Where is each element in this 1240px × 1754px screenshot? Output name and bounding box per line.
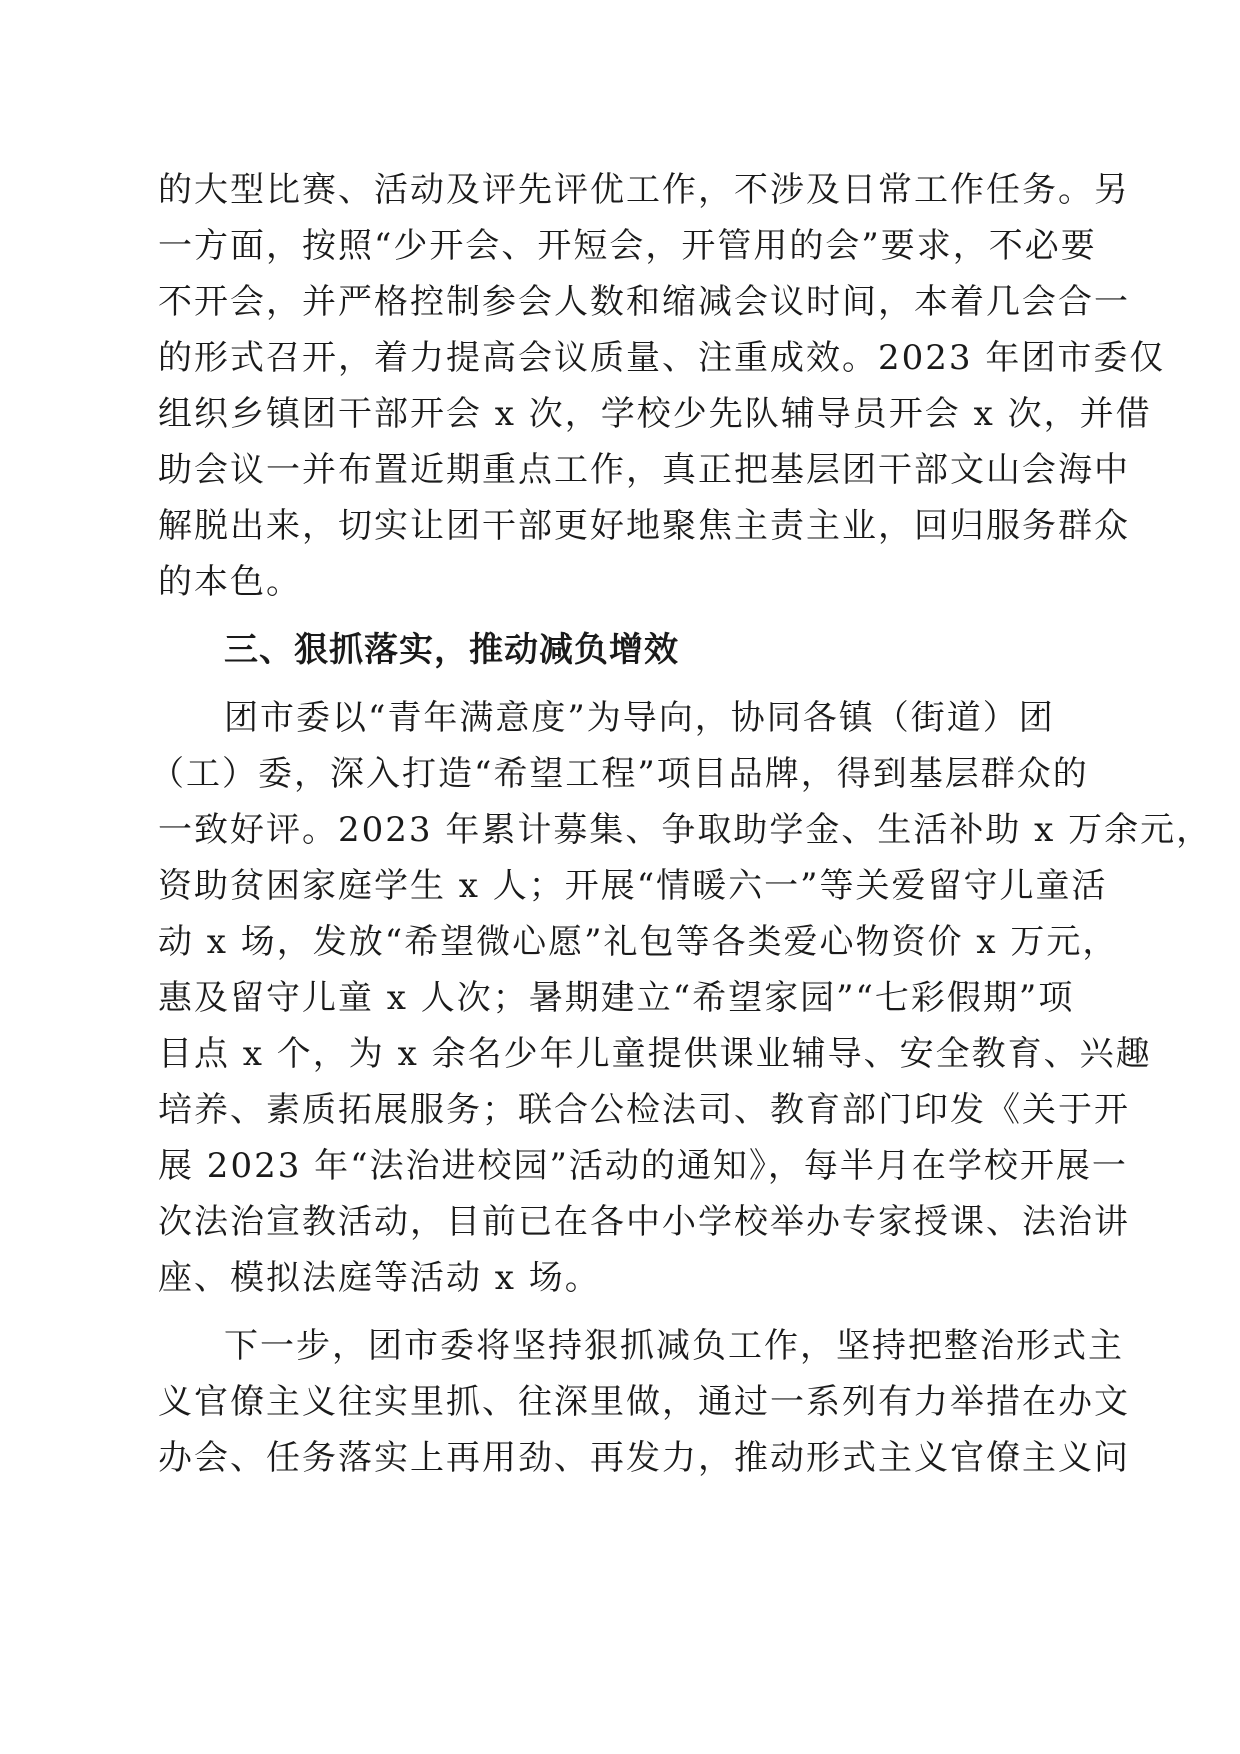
- section-heading-3: 三、狠抓落实，推动减负增效: [224, 630, 679, 670]
- paragraph-2-line-5: 动 x 场，发放“希望微心愿”礼包等各类爱心物资价 x 万元，: [158, 922, 1119, 962]
- paragraph-3-line-2: 义官僚主义往实里抓、往深里做，通过一系列有力举措在办文: [158, 1382, 1130, 1422]
- paragraph-1-line-7: 解脱出来，切实让团干部更好地聚焦主责主业，回归服务群众: [158, 506, 1130, 546]
- paragraph-1-line-1: 的大型比赛、活动及评先评优工作，不涉及日常工作任务。另: [158, 170, 1130, 210]
- paragraph-1-line-5: 组织乡镇团干部开会 x 次，学校少先队辅导员开会 x 次，并借: [158, 394, 1152, 434]
- paragraph-2-line-3: 一致好评。2023 年累计募集、争取助学金、生活补助 x 万余元，: [158, 810, 1213, 850]
- paragraph-1-line-2: 一方面，按照“少开会、开短会，开管用的会”要求，不必要: [158, 226, 1097, 266]
- paragraph-2-line-2: （工）委，深入打造“希望工程”项目品牌，得到基层群众的: [150, 754, 1089, 794]
- paragraph-2-line-9: 展 2023 年“法治进校园”活动的通知》，每半月在学校开展一: [158, 1146, 1128, 1186]
- paragraph-3-line-3: 办会、任务落实上再用劲、再发力，推动形式主义官僚主义问: [158, 1438, 1130, 1478]
- paragraph-1-line-8: 的本色。: [158, 562, 302, 602]
- paragraph-1-line-6: 助会议一并布置近期重点工作，真正把基层团干部文山会海中: [158, 450, 1130, 490]
- paragraph-2-line-8: 培养、素质拓展服务；联合公检法司、教育部门印发《关于开: [158, 1090, 1130, 1130]
- paragraph-1-line-3: 不开会，并严格控制参会人数和缩减会议时间，本着几会合一: [158, 282, 1130, 322]
- paragraph-2-line-6: 惠及留守儿童 x 人次；暑期建立“希望家园”“七彩假期”项: [158, 978, 1075, 1018]
- paragraph-2-line-1: 团市委以“青年满意度”为导向，协同各镇（街道）团: [224, 698, 1055, 738]
- paragraph-2-line-4: 资助贫困家庭学生 x 人；开展“情暖六一”等关爱留守儿童活: [158, 866, 1108, 906]
- paragraph-3-line-1: 下一步，团市委将坚持狠抓减负工作，坚持把整治形式主: [224, 1326, 1124, 1366]
- paragraph-2-line-7: 目点 x 个，为 x 余名少年儿童提供课业辅导、安全教育、兴趣: [158, 1034, 1152, 1074]
- paragraph-1-line-4: 的形式召开，着力提高会议质量、注重成效。2023 年团市委仅: [158, 338, 1166, 378]
- paragraph-2-line-11: 座、模拟法庭等活动 x 场。: [158, 1258, 601, 1298]
- paragraph-2-line-10: 次法治宣教活动，目前已在各中小学校举办专家授课、法治讲: [158, 1202, 1130, 1242]
